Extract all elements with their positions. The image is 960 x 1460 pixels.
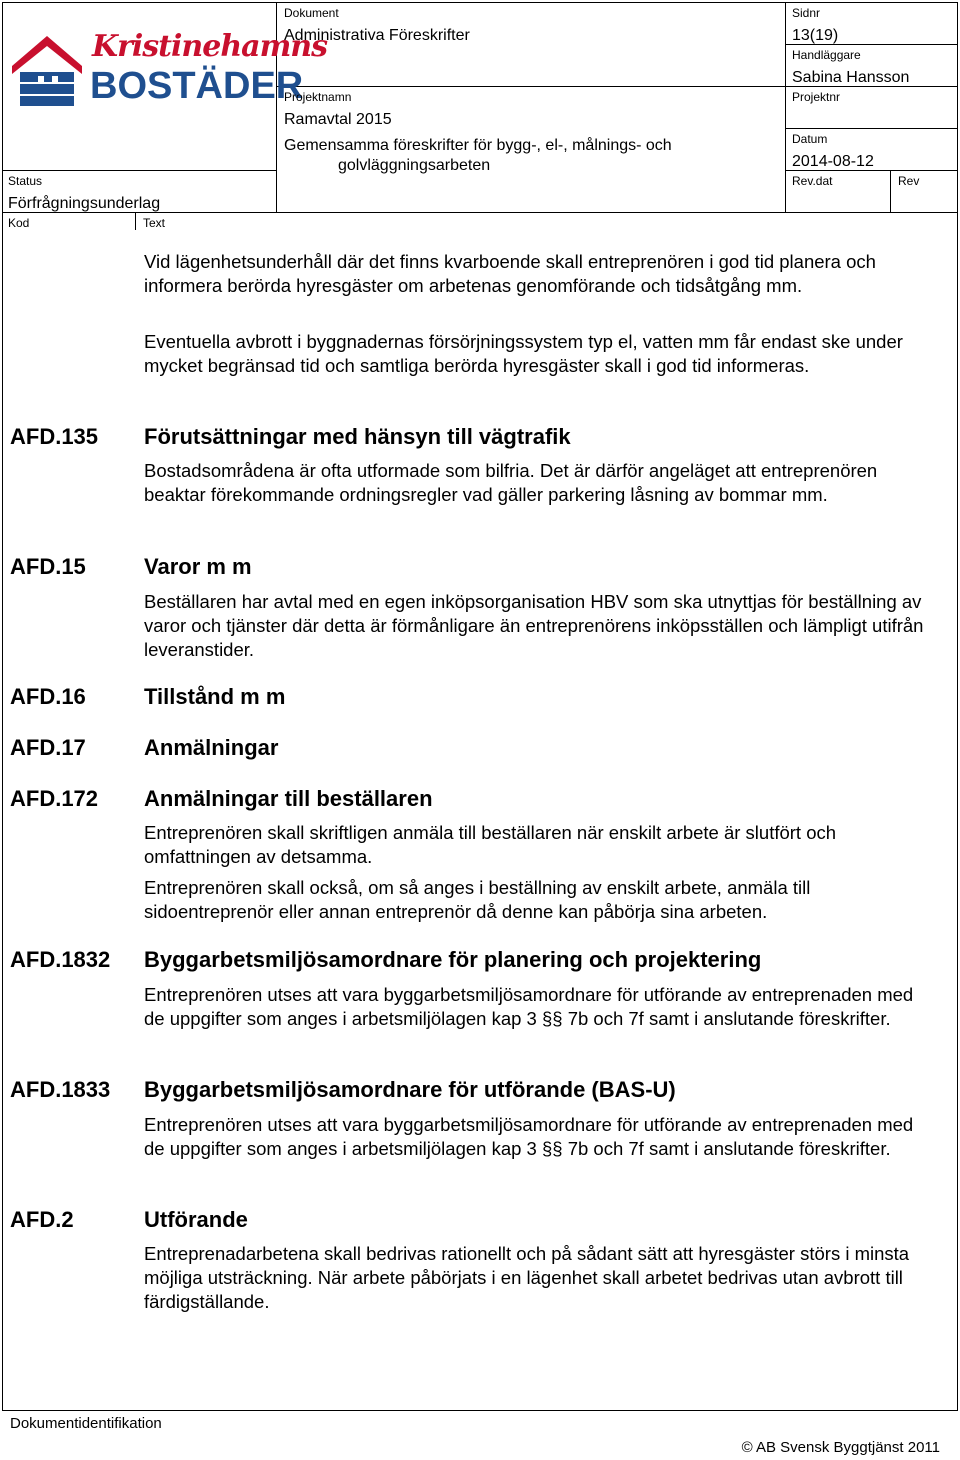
- frame-bottom: [2, 1410, 958, 1411]
- intro-paragraph-1: Vid lägenhetsunderhåll där det finns kvarboende skall entreprenören i god tid planera och informera berörda hyresgäster om arbetenas genomförande och tidsåtgång mm.: [144, 251, 876, 296]
- status-value: Förfrågningsunderlag: [8, 195, 161, 212]
- text-column-label: Text: [143, 216, 166, 230]
- datum-value: 2014-08-12: [792, 153, 874, 170]
- sidnr-label: Sidnr: [792, 6, 821, 20]
- divider-v-right: [785, 2, 786, 212]
- section-paragraph: Entreprenören utses att vara byggarbetsmiljösamordnare för utförande av entreprenaden med de uppgifter som anges i arbetsmiljölagen kap 3 §§ 7b och 7f samt i anslutande föreskrifter.: [144, 1114, 914, 1159]
- section-code: AFD.2: [10, 1207, 74, 1232]
- section-paragraph: Entreprenören skall skriftligen anmäla till beställaren när enskilt arbete är slutfört och omfattningen av detsamma.: [144, 822, 837, 867]
- divider-h-status: [2, 170, 277, 171]
- section-code: AFD.1833: [10, 1077, 111, 1102]
- house-logo-icon: [8, 22, 86, 118]
- section-paragraph: Beställaren har avtal med en egen inköpsorganisation HBV som ska utnyttjas för beställning av varor och tjänster där detta är förmånligare än entreprenörens inköpsställen och lämpligt utifrån leveranstider.: [144, 591, 924, 660]
- footer-document-id: Dokumentidentifikation: [10, 1415, 162, 1432]
- section-title: Anmälningar: [144, 735, 279, 760]
- kod-column-label: Kod: [8, 216, 30, 230]
- section-title: Tillstånd m m: [144, 684, 286, 709]
- logo-text-line1: Kristinehamns: [92, 29, 328, 64]
- section-paragraph: Entreprenadarbetena skall bedrivas rationellt och på sådant sätt att hyresgäster störs i minsta möjliga utsträckning. När arbete påbörjats i en lägenhet skall arbetet bedrivas utan avbrott till färdigställande.: [144, 1243, 910, 1312]
- sidnr-value: 13(19): [792, 27, 839, 44]
- handlaggare-label: Handläggare: [792, 48, 861, 62]
- divider-v-kod: [135, 213, 136, 230]
- footer-copyright: © AB Svensk Byggtjänst 2011: [741, 1439, 940, 1456]
- frame-top: [2, 2, 958, 3]
- section-title: Byggarbetsmiljösamordnare för planering och projektering: [144, 947, 762, 972]
- projektnamn-line1: Ramavtal 2015: [284, 111, 392, 128]
- logo-text-line2: BOSTÄDER: [90, 65, 304, 107]
- section-code: AFD.16: [10, 684, 86, 709]
- document-label: Dokument: [284, 6, 339, 20]
- projektnamn-line3: golvläggningsarbeten: [338, 157, 491, 174]
- revdat-label: Rev.dat: [792, 174, 833, 188]
- section-paragraph: Bostadsområdena är ofta utformade som bilfria. Det är därför angeläget att entreprenören beaktar förekommande ordningsregler vad gäller parkering låsning av bommar mm.: [144, 460, 878, 505]
- section-title: Förutsättningar med hänsyn till vägtrafik: [144, 424, 571, 449]
- document-value: Administrativa Föreskrifter: [284, 27, 470, 44]
- datum-label: Datum: [792, 132, 828, 146]
- projektnamn-label: Projektnamn: [284, 90, 352, 104]
- status-label: Status: [8, 174, 43, 188]
- intro-paragraph-2: Eventuella avbrott i byggnadernas försörjningssystem typ el, vatten mm får endast ske under mycket begränsad tid och samtliga berörda hyresgäster skall i god tid informeras.: [144, 331, 903, 376]
- section-code: AFD.172: [10, 786, 99, 811]
- section-paragraph: Entreprenören skall också, om så anges i beställning av enskilt arbete, anmäla till sidoentreprenör eller annan entreprenör då denne kan påbörja sina arbeten.: [144, 877, 811, 922]
- frame-right: [957, 2, 958, 1410]
- divider-h-projektnr: [786, 128, 958, 129]
- section-paragraph: Entreprenören utses att vara byggarbetsmiljösamordnare för utförande av entreprenaden med de uppgifter som anges i arbetsmiljölagen kap 3 §§ 7b och 7f samt i anslutande föreskrifter.: [144, 984, 914, 1029]
- section-code: AFD.15: [10, 554, 86, 579]
- frame-left: [2, 2, 3, 1410]
- section-title: Varor m m: [144, 554, 252, 579]
- section-title: Anmälningar till beställaren: [144, 786, 433, 811]
- projektnamn-line2: Gemensamma föreskrifter för bygg-, el-, målnings- och: [284, 137, 672, 154]
- section-code: AFD.135: [10, 424, 99, 449]
- handlaggare-value: Sabina Hansson: [792, 69, 910, 86]
- projektnr-label: Projektnr: [792, 90, 841, 104]
- section-title: Utförande: [144, 1207, 248, 1232]
- section-code: AFD.1832: [10, 947, 111, 972]
- section-code: AFD.17: [10, 735, 86, 760]
- section-title: Byggarbetsmiljösamordnare för utförande (BAS-U): [144, 1077, 676, 1102]
- rev-label: Rev: [898, 174, 920, 188]
- divider-v-rev: [890, 170, 891, 212]
